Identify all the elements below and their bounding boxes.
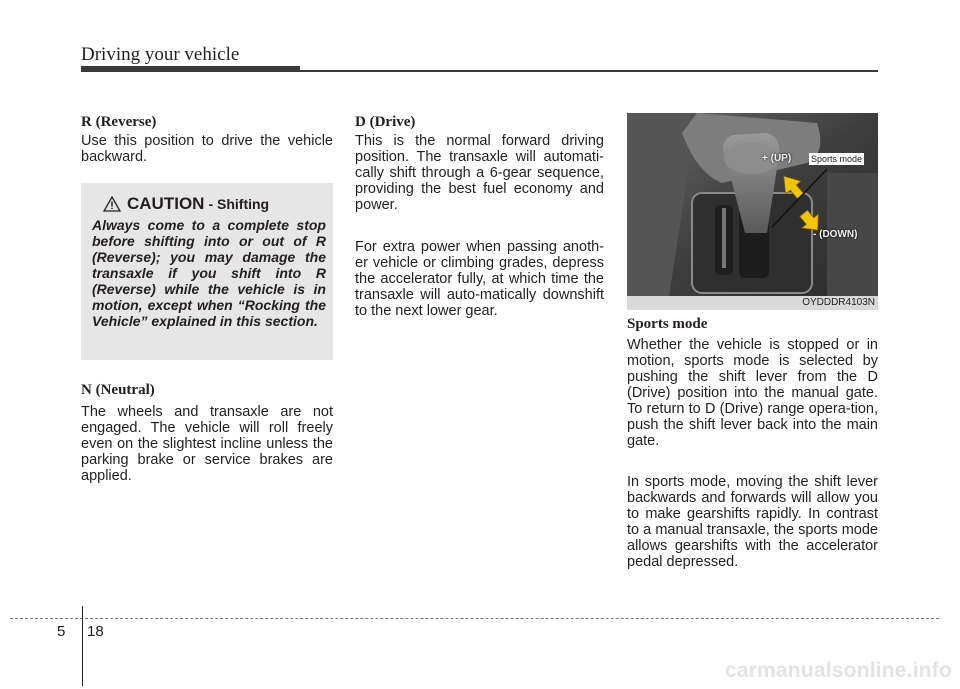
- warning-triangle-icon: [103, 196, 121, 212]
- down-label: - (DOWN): [813, 229, 858, 240]
- caution-title: CAUTION: [127, 194, 205, 213]
- caution-subtitle: - Shifting: [208, 196, 270, 212]
- caution-text: Always come to a complete stop before shifting into or out of R (Reverse); you may damage the transaxle if you shift into R (Reverse) while the vehicle is in motion, except when “Rocking the Vehicle” explained in this section.: [92, 217, 326, 329]
- photo-code-strip: [627, 296, 878, 310]
- header-rule: [300, 70, 878, 72]
- footer-divider: [82, 606, 83, 686]
- shift-lever-photo: [627, 113, 878, 310]
- chapter-number: 5: [57, 623, 66, 640]
- caution-header: [103, 194, 269, 214]
- sports-text-1: Whether the vehicle is stopped or in motion, sports mode is selected by pushing the shift lever from the D (Drive) position into the manual gate. To return to D (Drive) range opera-tion, push the shift lever back into the main gate.: [627, 337, 878, 449]
- sports-mode-label: Sports mode: [811, 154, 863, 164]
- header-bar: [81, 66, 300, 72]
- neutral-text: The wheels and transaxle are not engaged. The vehicle will roll freely even on the slightest incline unless the parking brake or service brakes are applied.: [81, 404, 333, 484]
- sports-text-2: In sports mode, moving the shift lever backwards and forwards will allow you to make gearshifts rapidly. In contrast to a manual transaxle, the sports mode allows gearshifts with the accelerator pedal depressed.: [627, 474, 878, 570]
- drive-heading: D (Drive): [355, 114, 416, 130]
- page-number: 18: [87, 623, 104, 640]
- neutral-heading: N (Neutral): [81, 382, 155, 398]
- drive-text-1: This is the normal forward driving position. The transaxle will automati-cally shift through a 6-gear sequence, providing the best fuel economy and power.: [355, 133, 604, 213]
- sports-heading: Sports mode: [627, 316, 708, 332]
- reverse-heading: R (Reverse): [81, 114, 157, 130]
- watermark: carmanualsonline.info: [724, 659, 952, 682]
- up-label: + (UP): [762, 153, 792, 164]
- photo-code: OYDDDR4103N: [802, 297, 875, 308]
- footer-rule: [10, 618, 939, 619]
- reverse-text: Use this position to drive the vehicle backward.: [81, 133, 333, 165]
- drive-text-2: For extra power when passing anoth-er vehicle or climbing grades, depress the accelerator fully, at which time the transaxle will auto-matically downshift to the next lower gear.: [355, 239, 604, 319]
- page-header-title: Driving your vehicle: [81, 44, 240, 65]
